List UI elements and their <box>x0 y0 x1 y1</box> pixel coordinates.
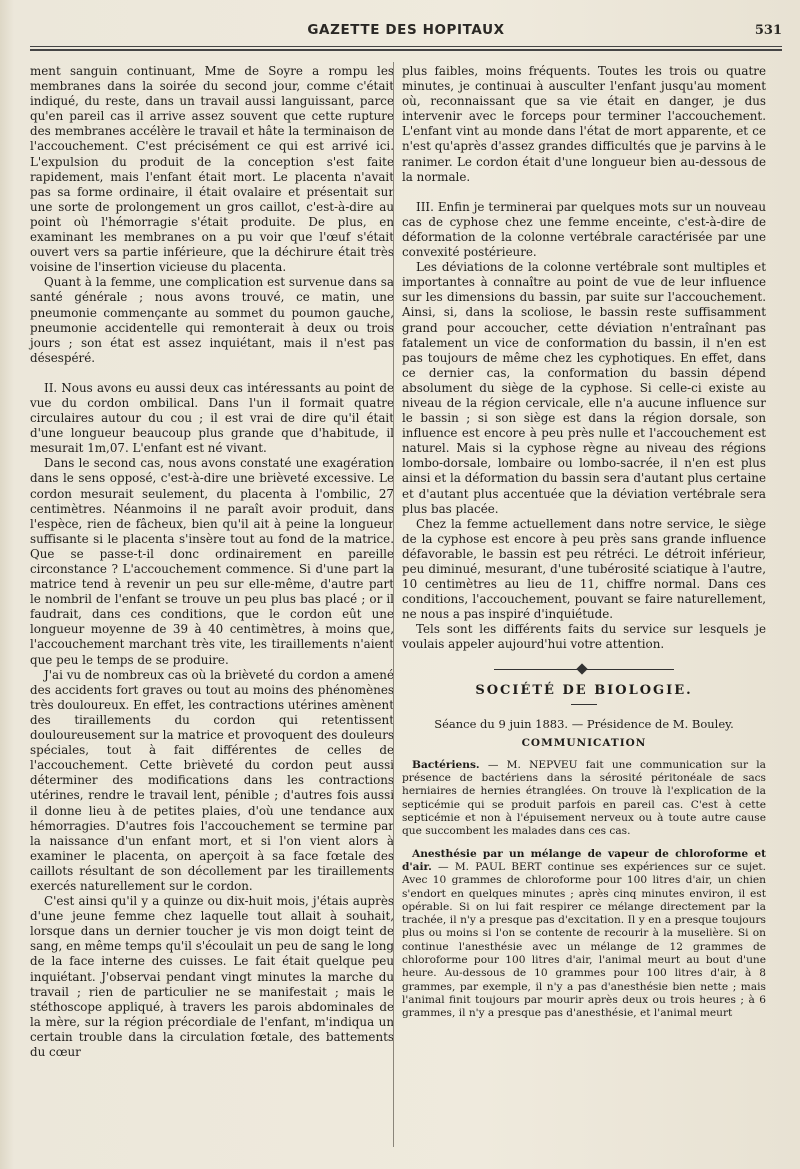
diamond-ornament-icon <box>576 663 587 674</box>
session-line: Séance du 9 juin 1883. — Présidence de M. Bouley. <box>434 716 734 731</box>
paragraph: Les déviations de la colonne vertébrale sont multiples et importantes à connaître au point de vue de leur influence sur les dimensions du bassin, par suite sur l'accouchement. Ainsi, si, dans la scoliose, le bassin reste suffisamment grand pour accoucher, cette déviation n'entraînant pas fatalement un vice de conformation du bassin, il n'en est pas toujours de même chez les cyphotiques. En effet, dans ce dernier cas, la conformation du bassin dépend absolument du siège de la cyphose. Si celle-ci existe au niveau de la région cervicale, elle n'a aucune influence sur le bassin ; si son siège est dans la région dorsale, son influence est encore à peu près nulle et l'accouchement est naturel. Mais si la cyphose règne au niveau des régions lombo-dorsale, lombaire ou lombo-sacrée, il n'en est plus ainsi et la déformation du bassin sera d'autant plus certaine et d'autant plus accentuée que la déviation vertébrale sera plus bas placée. <box>402 260 766 516</box>
paragraph: Dans le second cas, nous avons constaté une exagération dans le sens opposé, c'est-à-dire une brièveté excessive. Le cordon mesurait seulement, du placenta à l'ombilic, 27 centimètres. Néanmoins il ne paraît avoir produit, dans l'espèce, rien de fâcheux, bien qu'il ait à peine la longueur suffisante si le placenta s'insère tout au fond de la matrice. Que se passe-t-il donc ordinairement en pareille circonstance ? L'accouchement commence. Si d'une part la matrice tend à revenir un peu sur elle-même, d'autre part le nombril de l'enfant se trouve un peu plus bas placé ; or il faudrait, dans ces conditions, que le cordon eût une longueur moyenne de 39 à 40 centimètres, à moins que, l'accouchement marchant très vite, les tiraillements n'aient que peu le temps de se produire. <box>30 456 394 667</box>
page-number: 531 <box>754 23 782 38</box>
communication-item <box>402 759 766 839</box>
item-heading: Anesthésie par un mélange de vapeur de chloroforme et d'air. <box>402 847 766 873</box>
paragraph: C'est ainsi qu'il y a quinze ou dix-huit mois, j'étais auprès d'une jeune femme chez laquelle tout allait à souhait, lorsque dans un dernier toucher je vis mon doigt teint de sang, en même temps qu'il s'écoulait un peu de sang le long de la face interne des cuisses. Le fait était quelque peu inquiétant. J'observai pendant vingt minutes la marche du travail ; rien de particulier ne se manifestait ; mais le stéthoscope appliqué, à travers les parois abdominales de la mère, sur la région précordiale de l'enfant, m'indiqua un certain trouble dans la circulation fœtale, des battements du cœur <box>30 894 394 1059</box>
column-divider <box>393 62 394 1147</box>
paragraph: III. Enfin je terminerai par quelques mots sur un nouveau cas de cyphose chez une femme enceinte, c'est-à-dire de déformation de la colonne vertébrale caractérisée par une convexité postérieure. <box>402 199 766 260</box>
item-text: — M. NEPVEU fait une communication sur la présence de bactériens dans la sérosité péritonéale de sacs herniaires de hernies étranglées. On trouve là l'explication de la septicémie qui se produit parfois en pareil cas. C'est à cette septicémie et non à l'épuisement nerveux ou à toute autre cause que succombent les malades dans ces cas. <box>402 758 766 838</box>
paragraph: J'ai vu de nombreux cas où la brièveté du cordon a amené des accidents fort graves ou tout au moins des phénomènes très douloureux. En effet, les contractions utérines amènent des tiraillements du cordon qui retentissent douloureusement sur la matrice et provoquent des douleurs spéciales, tout à fait différentes de celles de l'accouchement. Cette brièveté du cordon peut aussi déterminer des modifications dans les contractions utérines, rendre le travail lent, pénible ; d'autres fois aussi il donne lieu à de petites plaies, d'où une tendance aux hémorragies. D'autres fois l'accouchement se termine par la naissance d'un enfant mort, et si l'on vient alors à examiner le placenta, on aperçoit à sa face fœtale des caillots résultant de son décollement par les tiraillements exercés naturellement sur le cordon. <box>30 667 394 893</box>
communications <box>402 759 766 1021</box>
left-column <box>30 64 394 1060</box>
paragraph: Chez la femme actuellement dans notre service, le siège de la cyphose est encore à peu près sans grande influence défavorable, le bassin est peu rétréci. Le détroit inférieur, peu diminué, mesurant, d'une tubérosité sciatique à l'autre, 10 centimètres au lieu de 11, chiffre normal. Dans ces conditions, l'accouchement, pouvant se faire naturellement, ne nous a pas inspiré d'inquiétude. <box>402 516 766 622</box>
item-text: — M. PAUL BERT continue ses expériences sur ce sujet. Avec 10 grammes de chloroforme pour 100 litres d'air, un chien s'endort en quelques minutes ; après cinq minutes environ, il est opérable. Si on lui fait respirer ce mélange directement par la trachée, il n'y a presque pas d'excitation. Il y en a presque toujours plus ou moins si l'on se contente de recourir à la muselière. Si on continue l'anesthésie avec un mélange de 12 grammes de chloroforme pour 100 litres d'air, l'animal meurt au bout d'une heure. Au-dessous de 10 grammes pour 100 litres d'air, à 8 grammes, par exemple, il n'y a pas d'anesthésie bien nette ; mais l'animal finit toujours par mourir après deux ou trois heures ; à 6 grammes, il n'y a presque pas d'anesthésie, et l'animal meurt <box>402 860 766 1020</box>
paragraph: Quant à la femme, une complication est survenue dans sa santé générale ; nous avons trouvé, ce matin, une pneumonie commençante au sommet du poumon gauche, pneumonie accidentelle qui remonterait à deux ou trois jours ; son état est assez inquiétant, mais il n'est pas désespéré. <box>30 275 394 365</box>
paragraph: plus faibles, moins fréquents. Toutes les trois ou quatre minutes, je continuai à ausculter l'enfant jusqu'au moment où, reconnaissant que sa vie était en danger, je dus intervenir avec le forceps pour terminer l'accouchement. L'enfant vint au monde dans l'état de mort apparente, et ce n'est qu'après d'assez grandes difficultés que je parvins à le ranimer. Le cordon était d'une longueur bien au-dessous de la normale. <box>402 64 766 184</box>
paragraph: II. Nous avons eu aussi deux cas intéressants au point de vue du cordon ombilical. Dans l'un il formait quatre circulaires autour du cou ; il est vrai de dire qu'il était d'une longueur beaucoup plus grande que d'habitude, il mesurait 1m,07. L'enfant est né vivant. <box>30 380 394 456</box>
journal-title: GAZETTE DES HOPITAUX <box>307 22 505 38</box>
society-title: SOCIÉTÉ DE BIOLOGIE. <box>475 682 693 698</box>
header-rule-thick <box>30 49 782 51</box>
header-rule-thin <box>30 46 782 47</box>
right-column <box>402 64 766 1020</box>
short-rule <box>571 704 597 705</box>
communication-item <box>402 848 766 1021</box>
section-separator <box>402 663 766 677</box>
section-heading: COMMUNICATION <box>521 736 647 749</box>
page-header <box>30 22 782 42</box>
paragraph: Tels sont les différents faits du service sur lesquels je voulais appeler aujourd'hui votre attention. <box>402 622 766 652</box>
item-heading: Bactériens. <box>412 758 480 771</box>
paragraph: ment sanguin continuant, Mme de Soyre a rompu les membranes dans la soirée du second jour, comme c'était indiqué, du reste, dans un travail aussi languissant, parce qu'en pareil cas il arrive assez souvent que cette rupture des membranes accélère le travail et hâte la terminaison de l'accouchement. C'est précisément ce qui est arrivé ici. L'expulsion du produit de la conception s'est faite rapidement, mais l'enfant était mort. Le placenta n'avait pas sa forme ordinaire, il était ovalaire et présentait sur une sorte de prolongement un gros caillot, c'est-à-dire au point où l'hémorragie s'était produite. De plus, en examinant les membranes on a pu voir que l'œuf s'était ouvert vers sa partie inférieure, que la déchirure était très voisine de l'insertion vicieuse du placenta. <box>30 64 394 275</box>
